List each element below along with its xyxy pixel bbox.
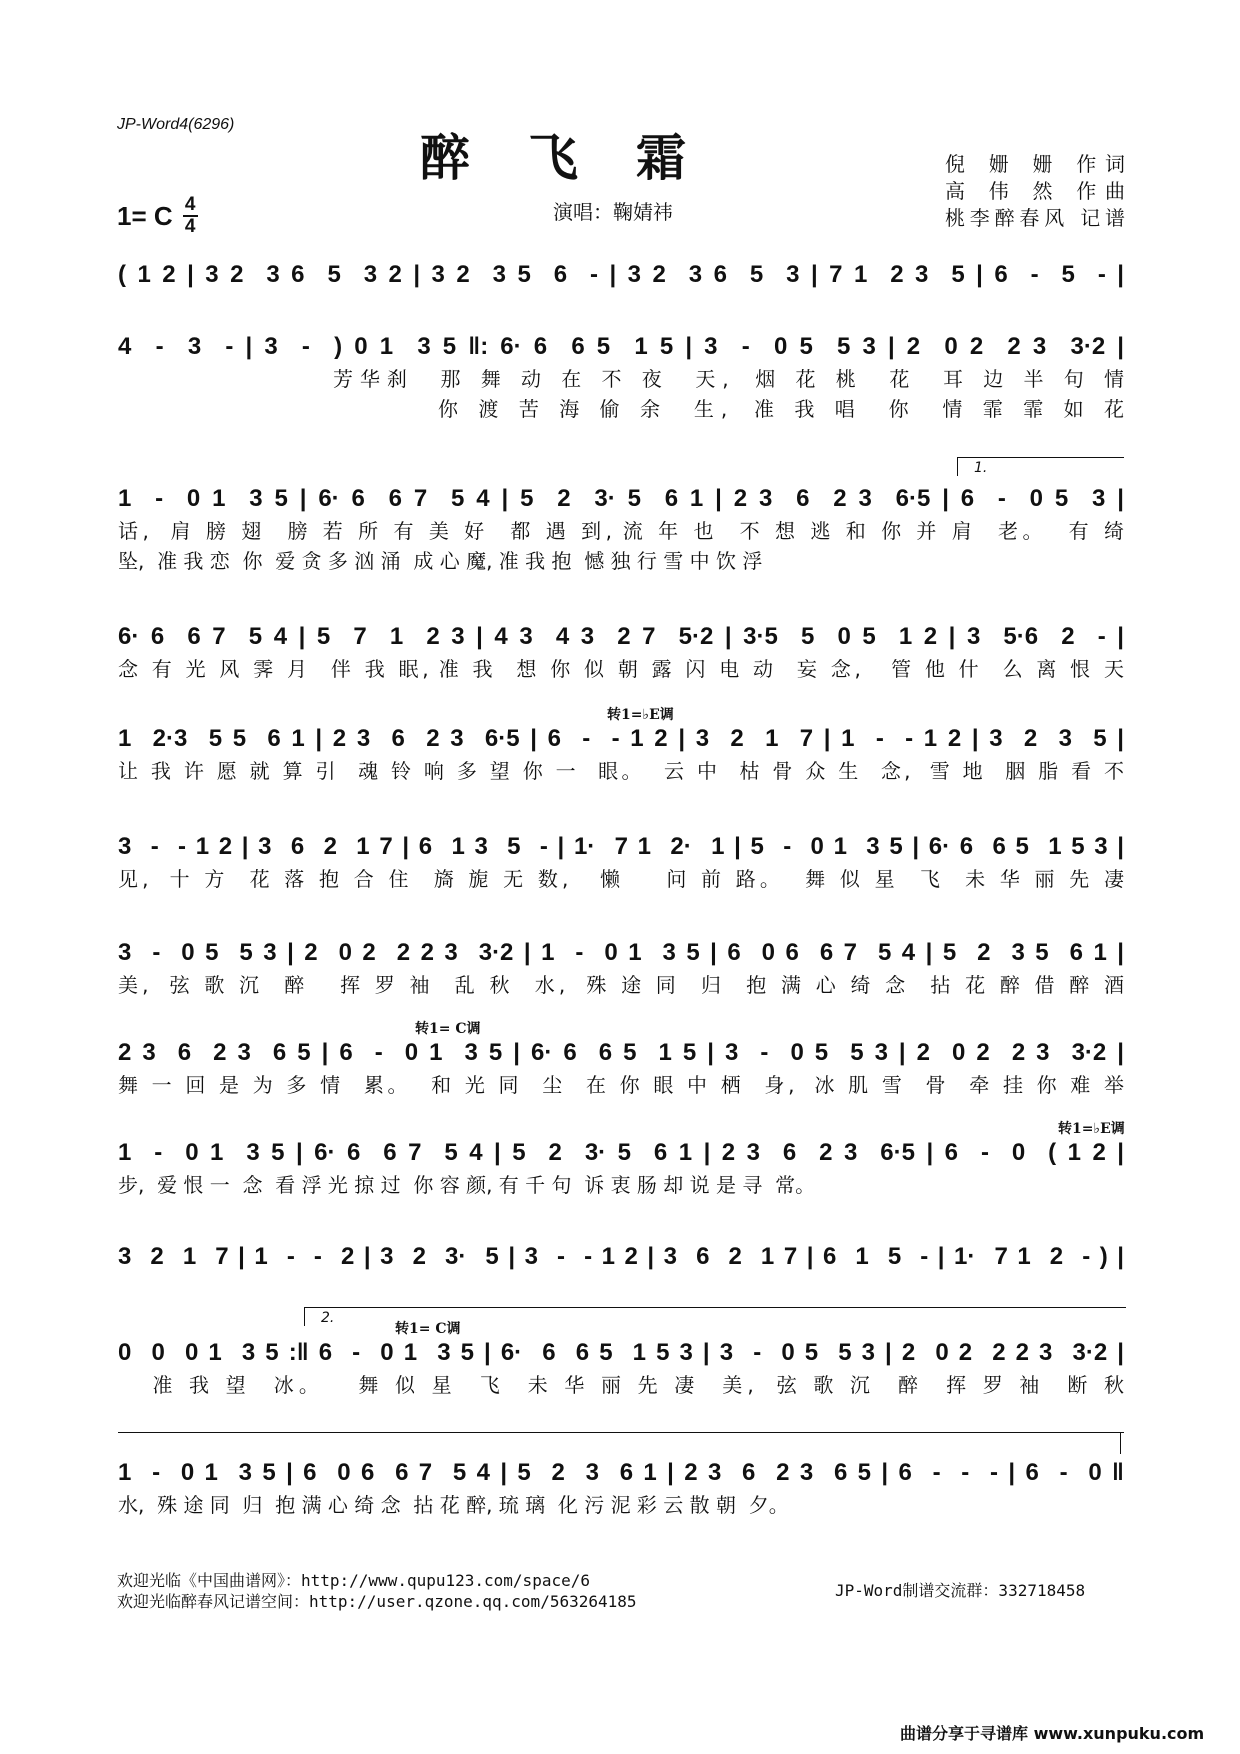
section-bracket [118, 1432, 1124, 1433]
score-row [118, 1136, 1124, 1200]
score-row [118, 1036, 1124, 1100]
notation-line: 4 - 3 - | 3 - ) 0 1 3 5 ‖: 6· 6 6 5 1 5 | 3 - 0 5 5 3 | 2 0 2 2 3 3·2 | [118, 333, 1124, 360]
notation-line: 3 2 1 7 | 1 - - 2 | 3 2 3· 5 | 3 - - 1 2 | 3 6 2 1 7 | 6 1 5 - | 1· 7 1 2 - ) | [118, 1243, 1124, 1270]
lyric-line: 准 我 望 冰。 舞 似 星 飞 未 华 丽 先 凄 美, 弦 歌 沉 醉 挥 罗 袖 断 秋 [118, 1373, 1124, 1397]
score-row [118, 482, 1124, 576]
notation-line: 6· 6 6 7 5 4 | 5 7 1 2 3 | 4 3 4 3 2 7 5·2 | 3·5 5 0 5 1 2 | 3 5·6 2 - | [118, 623, 1124, 650]
song-title: 醉飞霜 [420, 128, 744, 187]
credits-block [945, 151, 1125, 232]
notation-line: 3 - 0 5 5 3 | 2 0 2 2 2 3 3·2 | 1 - 0 1 3 5 | 6 0 6 6 7 5 4 | 5 2 3 5 6 1 | [118, 939, 1124, 966]
notation-line: 1 - 0 1 3 5 | 6· 6 6 7 5 4 | 5 2 3· 5 6 1 | 2 3 6 2 3 6·5 | 6 - 0 ( 1 2 | [118, 1139, 1124, 1166]
first-ending-bracket [957, 457, 1124, 476]
lyric-line: 舞 一 回 是 为 多 情 累。 和 光 同 尘 在 你 眼 中 栖 身, 冰 肌 雪 骨 牵 挂 你 难 举 [118, 1073, 1124, 1097]
notation-line: 1 - 0 1 3 5 | 6· 6 6 7 5 4 | 5 2 3· 5 6 1 | 2 3 6 2 3 6·5 | 6 - 0 5 3 | [118, 485, 1124, 512]
lyric-line: 坠, 准 我 恋 你 爱 贪 多 汹 涌 成 心 魔, 准 我 抱 憾 独 行 雪 中 饮 浮 [118, 549, 763, 573]
singer-credit: 演唱：鞠婧祎 [553, 200, 673, 224]
score-row [118, 1240, 1124, 1274]
time-signature [183, 196, 198, 236]
lyric-line: 你 渡 苦 海 偷 余 生, 准 我 唱 你 情 霏 霏 如 花 [438, 397, 1124, 421]
score-row [118, 1336, 1124, 1400]
time-top: 4 [184, 194, 196, 215]
transcriber-credit: 桃李醉春风 记谱 [945, 206, 1125, 230]
score-row [118, 830, 1124, 894]
lyric-line: 步, 爱 恨 一 念 看 浮 光 掠 过 你 容 颜, 有 千 句 诉 衷 肠 却 说 是 寻 常。 [118, 1173, 816, 1197]
notation-line: ( 1 2 | 3 2 3 6 5 3 2 | 3 2 3 5 6 - | 3 2 3 6 5 3 | 7 1 2 3 5 | 6 - 5 - | [118, 261, 1124, 288]
score-row [118, 936, 1124, 1000]
lyric-line: 水, 殊 途 同 归 抱 满 心 绮 念 拈 花 醉, 琉 璃 化 污 泥 彩 云 散 朝 夕。 [118, 1493, 789, 1517]
notation-line: 2 3 6 2 3 6 5 | 6 - 0 1 3 5 | 6· 6 6 5 1 5 | 3 - 0 5 5 3 | 2 0 2 2 3 3·2 | [118, 1039, 1124, 1066]
lyric-line: 让 我 许 愿 就 算 引 魂 铃 响 多 望 你 一 眼。 云 中 枯 骨 众 生 念, 雪 地 胭 脂 看 不 [118, 759, 1124, 783]
lyricist-credit: 倪 姗 姗 作词 [945, 152, 1125, 176]
lyric-line: 美, 弦 歌 沉 醉 挥 罗 袖 乱 秋 水, 殊 途 同 归 抱 满 心 绮 念 拈 花 醉 借 醉 酒 [118, 973, 1124, 997]
notation-line: 3 - - 1 2 | 3 6 2 1 7 | 6 1 3 5 - | 1· 7 1 2· 1 | 5 - 0 1 3 5 | 6· 6 6 5 1 5 3 | [118, 833, 1124, 860]
score-row [118, 722, 1124, 786]
time-bottom: 4 [184, 216, 196, 237]
footer-link-qzone: 欢迎光临醉春风记谱空间：http://user.qzone.qq.com/563264185 [117, 1592, 637, 1611]
footer-link-qupu: 欢迎光临《中国曲谱网》：http://www.qupu123.com/space/6 [117, 1571, 590, 1590]
composer-credit: 高 伟 然 作曲 [945, 179, 1125, 203]
software-label: JP-Word4(6296) [117, 116, 235, 133]
lyric-line: 见, 十 方 花 落 抱 合 住 旖 旎 无 数, 懒 问 前 路。 舞 似 星 飞 未 华 丽 先 凄 [118, 867, 1124, 891]
lyric-line: 话, 肩 膀 翅 膀 若 所 有 美 好 都 遇 到, 流 年 也 不 想 逃 和 你 并 肩 老。 有 绮 [118, 519, 1124, 543]
notation-line: 0 0 0 1 3 5 :‖ 6 - 0 1 3 5 | 6· 6 6 5 1 5 3 | 3 - 0 5 5 3 | 2 0 2 2 2 3 3·2 | [118, 1339, 1124, 1366]
lyric-line: 念 有 光 风 霁 月 伴 我 眠, 准 我 想 你 似 朝 露 闪 电 动 妄 念, 管 他 什 么 离 恨 天 [118, 657, 1124, 681]
key-change-label: 转1=♭E调 [607, 707, 674, 723]
section-bracket-end [1120, 1432, 1121, 1454]
score-row [118, 330, 1124, 424]
score-row [118, 1456, 1124, 1520]
footer-group: JP-Word制谱交流群：332718458 [835, 1581, 1086, 1600]
watermark: 曲谱分享于寻谱库 www.xunpuku.com [900, 1724, 1205, 1743]
key-signature [117, 196, 198, 236]
lyric-line: 芳华刹 那 舞 动 在 不 夜 天, 烟 花 桃 花 耳 边 半 句 情 [333, 367, 1124, 391]
notation-line: 1 - 0 1 3 5 | 6 0 6 6 7 5 4 | 5 2 3 6 1 | 2 3 6 2 3 6 5 | 6 - - - | 6 - 0 ‖ [118, 1459, 1124, 1486]
footer-links [117, 1570, 637, 1612]
notation-line: 1 2·3 5 5 6 1 | 2 3 6 2 3 6·5 | 6 - - 1 2 | 3 2 1 7 | 1 - - 1 2 | 3 2 3 5 | [118, 725, 1124, 752]
second-ending-label: 2. [321, 1310, 335, 1326]
score-row [118, 258, 1124, 292]
first-ending-label: 1. [974, 460, 988, 476]
key-label: 1= C [117, 200, 173, 231]
score-row [118, 620, 1124, 684]
key-change-label: 转1= C调 [395, 1321, 461, 1337]
key-change-label: 转1=♭E调 [1058, 1121, 1125, 1137]
key-change-label: 转1= C调 [415, 1021, 481, 1037]
